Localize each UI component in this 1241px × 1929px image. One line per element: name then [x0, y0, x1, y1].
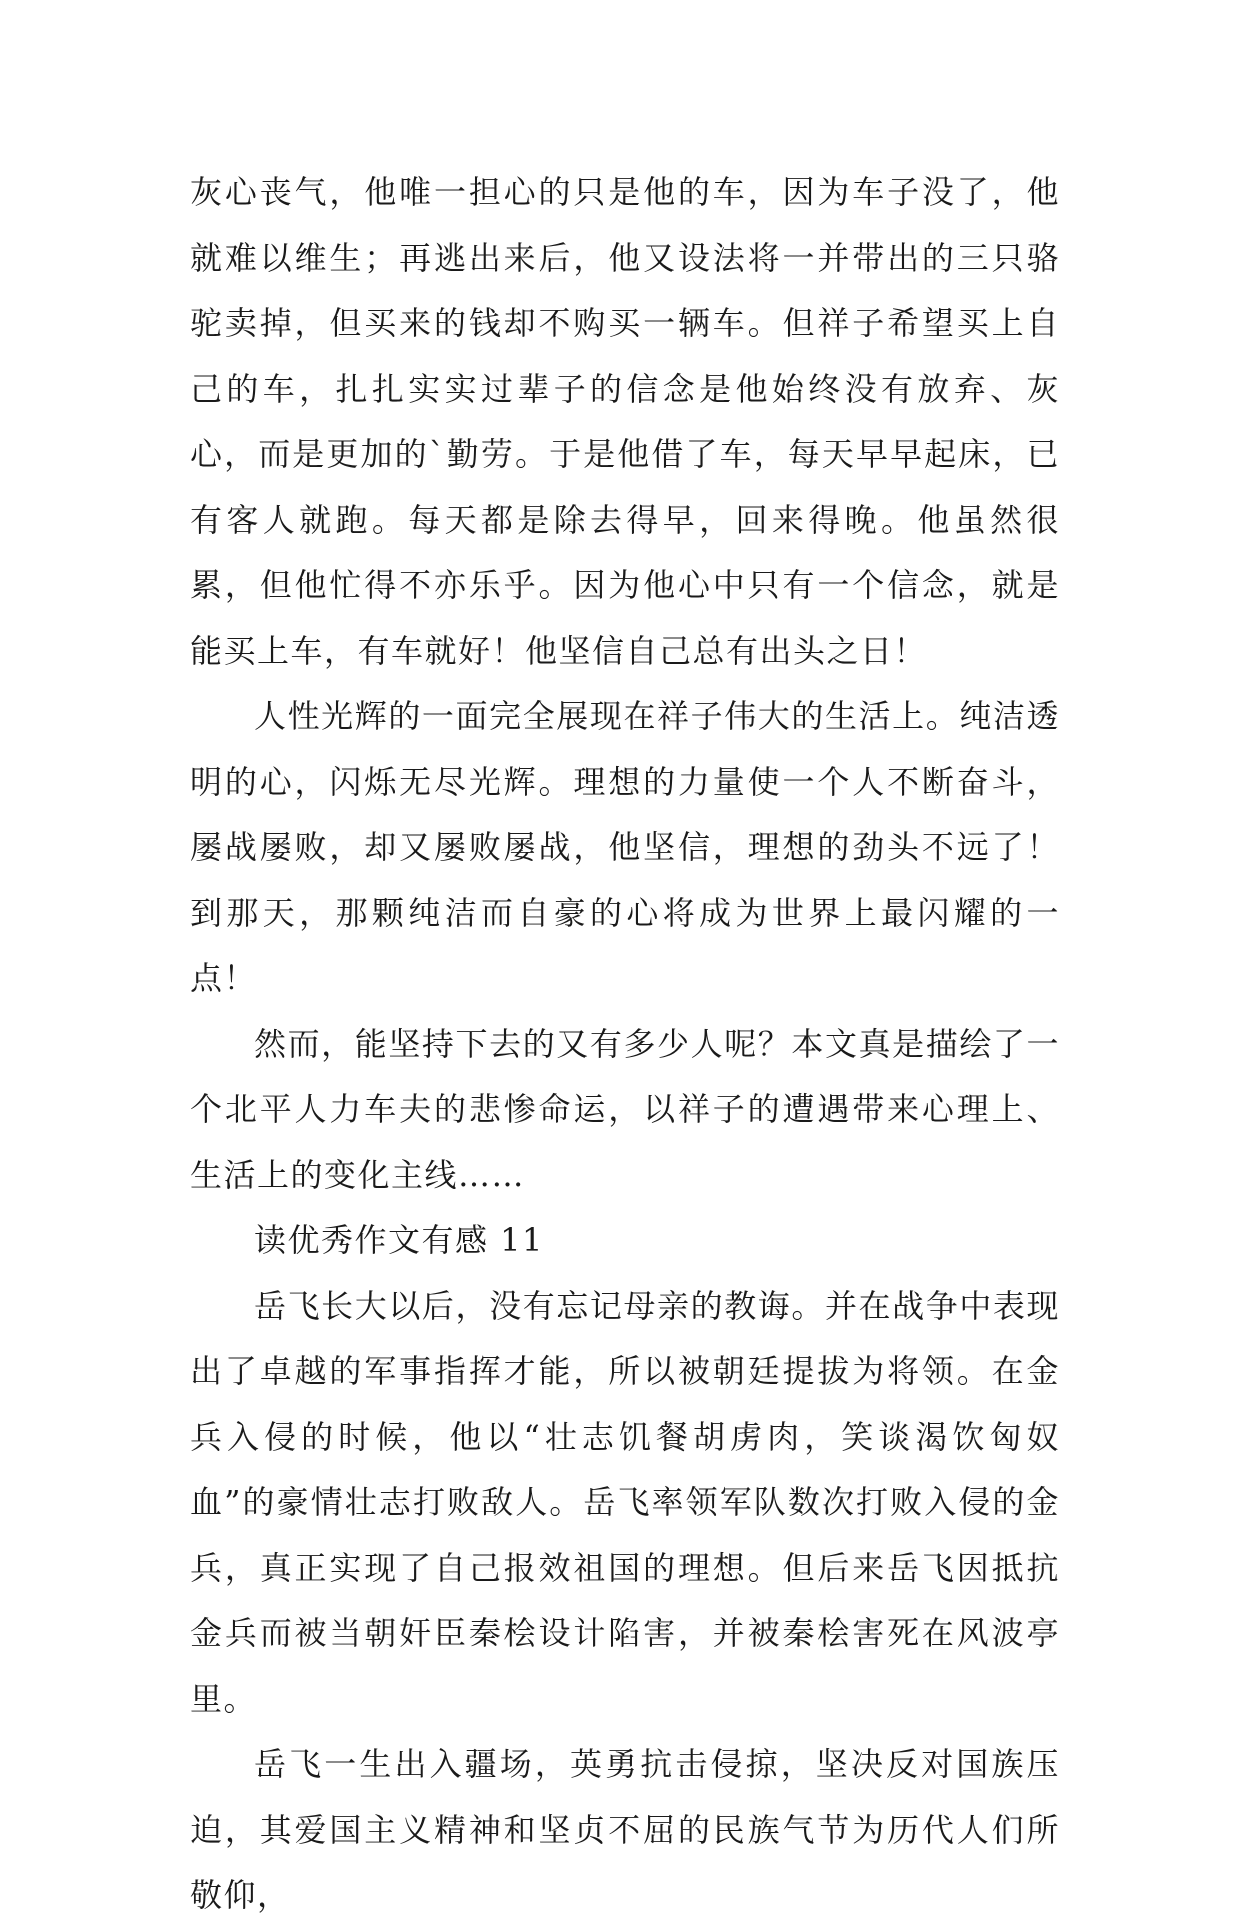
paragraph-1: 灰心丧气，他唯一担心的只是他的车，因为车子没了，他就难以维生；再逃出来后，他又设法将一并带出的三只骆驼卖掉，但买来的钱却不购买一辆车。但祥子希望买上自己的车，扎扎实实过辈子的信念是他始终没有放弃、灰心，而是更加的`勤劳。于是他借了车，每天早早起床，已有客人就跑。每天都是除去得早，回来得晚。他虽然很累，但他忙得不亦乐乎。因为他心中只有一个信念，就是能买上车，有车就好！他坚信自己总有出头之日！ — [190, 173, 1060, 670]
section-heading: 读优秀作文有感 11 — [254, 1221, 544, 1259]
paragraph-2: 人性光辉的一面完全展现在祥子伟大的生活上。纯洁透明的心，闪烁无尽光辉。理想的力量使一个人不断奋斗，屡战屡败，却又屡败屡战，他坚信，理想的劲头不远了！到那天，那颗纯洁而自豪的心将成为世界上最闪耀的一点！ — [190, 697, 1060, 997]
document-body — [190, 160, 1060, 1929]
paragraph-5: 岳飞一生出入疆场，英勇抗击侵掠，坚决反对国族压迫，其爱国主义精神和坚贞不屈的民族气节为历代人们所敬仰， — [190, 1745, 1060, 1914]
paragraph-4: 岳飞长大以后，没有忘记母亲的教诲。并在战争中表现出了卓越的军事指挥才能，所以被朝廷提拔为将领。在金兵入侵的时候，他以“壮志饥餐胡虏肉，笑谈渴饮匈奴血”的豪情壮志打败敌人。岳飞率领军队数次打败入侵的金兵，真正实现了自己报效祖国的理想。但后来岳飞因抵抗金兵而被当朝奸臣秦桧设计陷害，并被秦桧害死在风波亭里。 — [190, 1286, 1060, 1718]
paragraph-3: 然而，能坚持下去的又有多少人呢？本文真是描绘了一个北平人力车夫的悲惨命运，以祥子的遭遇带来心理上、生活上的变化主线…… — [190, 1024, 1060, 1194]
